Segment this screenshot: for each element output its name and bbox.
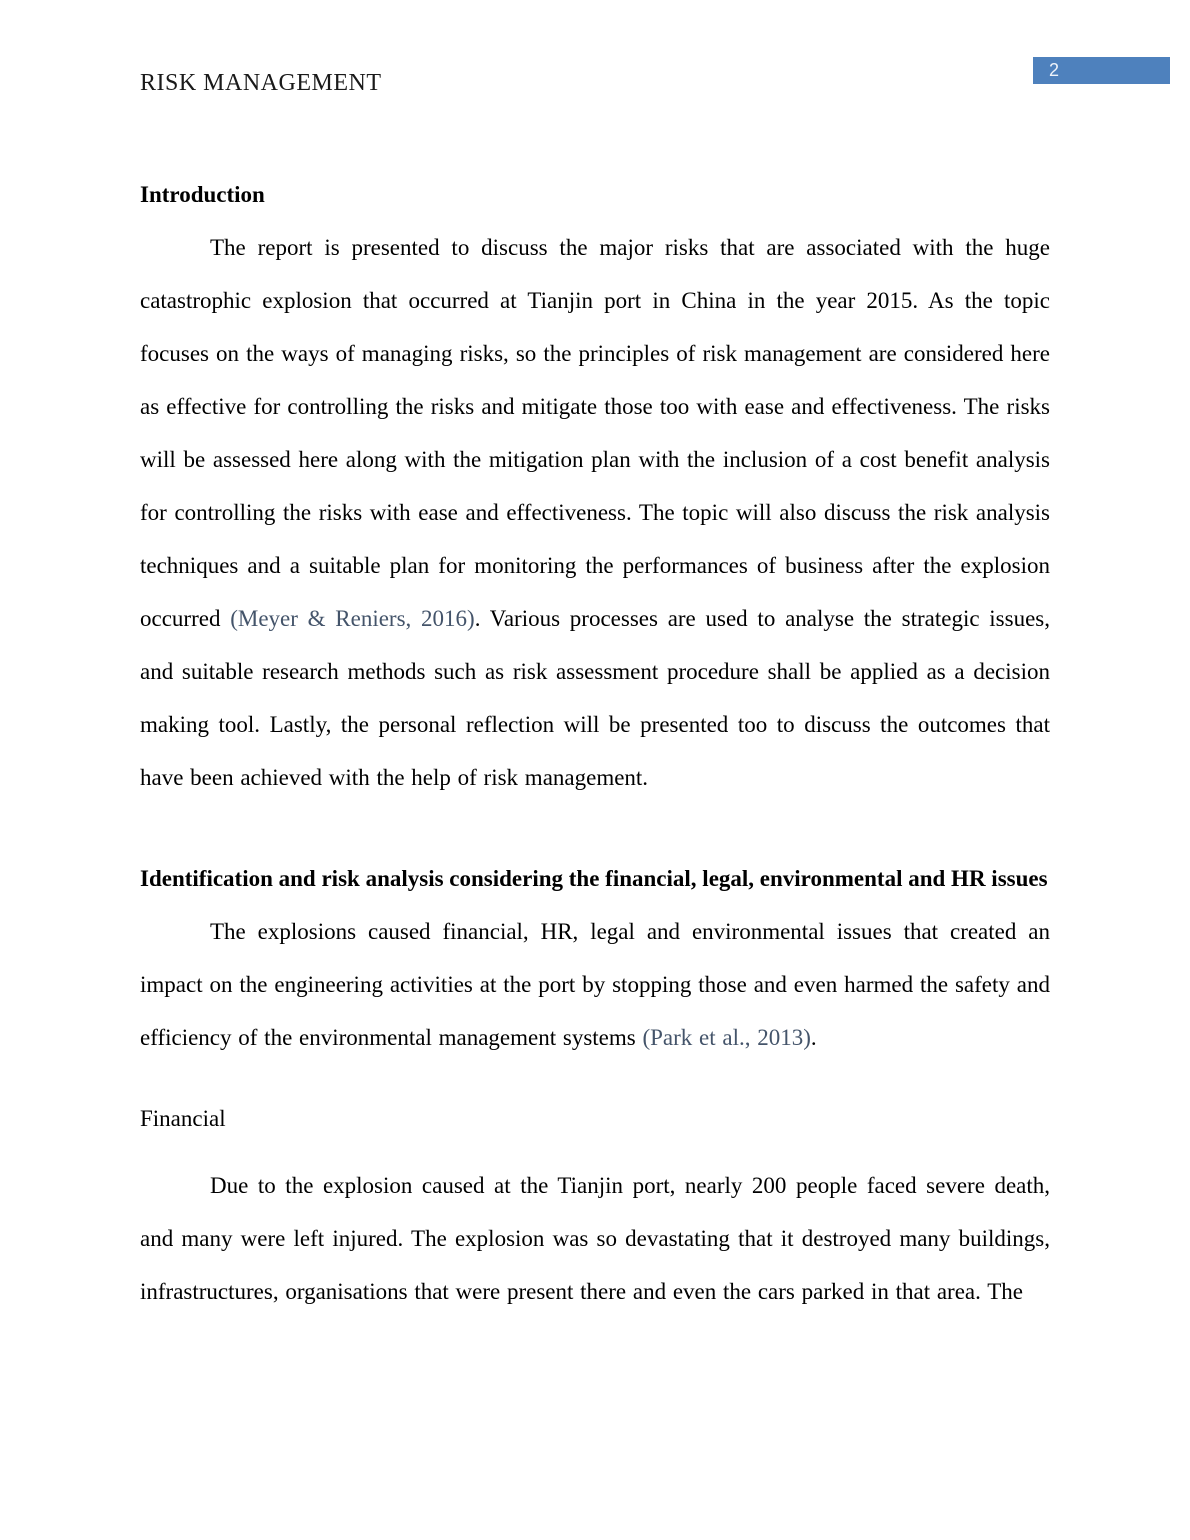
paragraph-text-run: .: [810, 1025, 817, 1050]
heading-introduction: Introduction: [140, 182, 265, 207]
page-number-field: [1033, 57, 1170, 84]
paragraph-identification: [140, 905, 1050, 1064]
subheading-financial: Financial: [140, 1106, 226, 1131]
heading-identification-risk-analysis: Identification and risk analysis considering the financial, legal, environmental and HR issues: [140, 866, 1048, 891]
paragraph-financial: Due to the explosion caused at the Tianjin port, nearly 200 people faced severe death, and many were left injured. The explosion was so devastating that it destroyed many buildings, infrastructures, organisations that were present there and even the cars parked in that area. The: [140, 1173, 1050, 1304]
citation-meyer-reniers-2016: (Meyer & Reniers, 2016): [230, 606, 475, 631]
document-body: [140, 168, 1050, 1318]
citation-park-et-al-2013: (Park et al., 2013): [642, 1025, 811, 1050]
paragraph-text-run: The report is presented to discuss the major risks that are associated with the huge catastrophic explosion that occurred at Tianjin port in China in the year 2015. As the topic focuses on the ways of managing risks, so the principles of risk management are considered here as effective for controlling the risks and mitigate those too with ease and effectiveness. The risks will be assessed here along with the mitigation plan with the inclusion of a cost benefit analysis for controlling the risks with ease and effectiveness. The topic will also discuss the risk analysis techniques and a suitable plan for monitoring the performances of business after the explosion occurred: [140, 235, 1050, 631]
paragraph-text-run: The explosions caused financial, HR, legal and environmental issues that created an impact on the engineering activities at the port by stopping those and even harmed the safety and efficiency of the environmental management systems: [140, 919, 1050, 1050]
paragraph-text-run: . Various processes are used to analyse the strategic issues, and suitable research methods such as risk assessment procedure shall be applied as a decision making tool. Lastly, the personal reflection will be presented too to discuss the outcomes that have been achieved with the help of risk management.: [140, 606, 1050, 790]
running-head-title: RISK MANAGEMENT: [140, 70, 382, 96]
paragraph-introduction: [140, 221, 1050, 804]
page-number: 2: [1049, 60, 1060, 80]
